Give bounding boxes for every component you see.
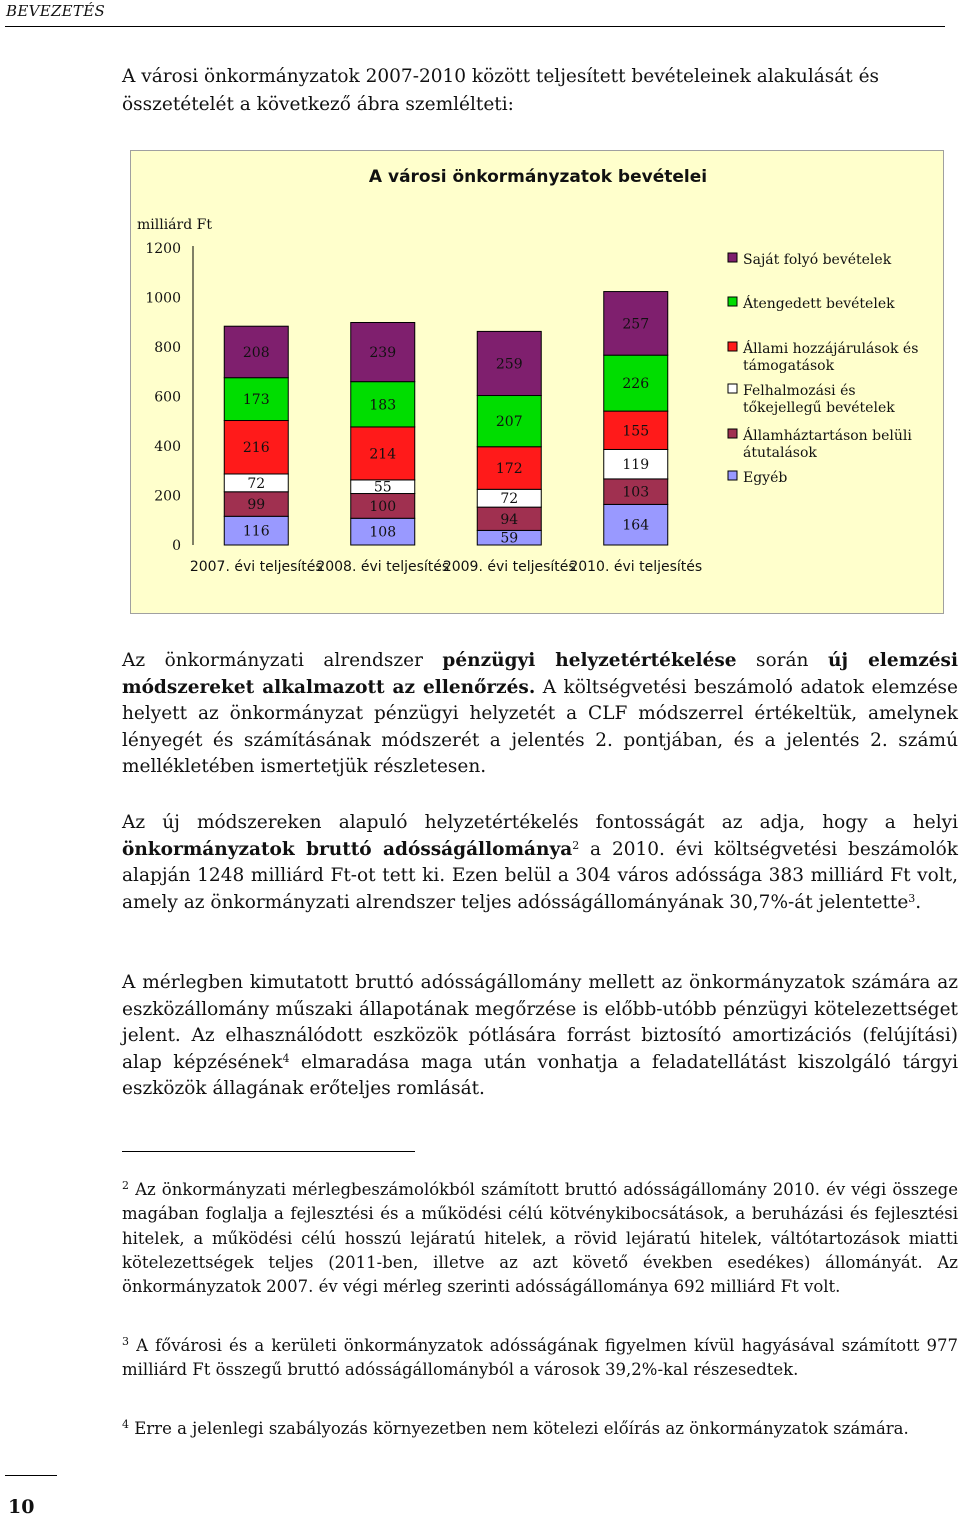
chart-canvas <box>131 151 945 615</box>
footnote-number: 2 <box>122 1179 129 1192</box>
legend-swatch <box>728 342 737 351</box>
legend-swatch <box>728 471 737 480</box>
y-tick-label: 400 <box>154 439 181 455</box>
y-tick-label: 800 <box>154 340 181 356</box>
p1-text-a: Az önkormányzati alrendszer <box>122 650 443 671</box>
legend-label <box>743 252 892 268</box>
legend-label <box>742 339 918 374</box>
footnote-4 <box>122 1417 958 1441</box>
p2-text-a: Az új módszereken alapuló helyzetértékelés fontosságát az adja, hogy a helyi <box>122 812 958 833</box>
data-label: 183 <box>369 397 397 414</box>
p3-text-a: A mérlegben kimutatott bruttó adósságállomány mellett az önkormányzatok számára az eszközállomány műszaki állapotának megőrzése is előbb-utóbb pénzügyi kötelezettséget jelent. Az elhasználódott eszközök pótlására forrást biztosító amortizációs (felújítási) alap képzésének <box>122 972 958 1073</box>
data-label: 99 <box>247 497 266 514</box>
data-label: 172 <box>495 461 523 478</box>
y-axis-label: milliárd Ft <box>137 217 212 233</box>
data-label: 116 <box>242 523 270 540</box>
legend-label-line: Egyéb <box>743 470 788 486</box>
footnote-number: 4 <box>122 1418 129 1431</box>
legend-label-line: Felhalmozási és <box>743 383 856 399</box>
data-label: 155 <box>622 423 650 440</box>
p1-bold-d: új elemzési módszereket alkalmazott az ellenőrzés. <box>122 650 958 698</box>
footnote-number: 3 <box>122 1335 129 1348</box>
data-label: 103 <box>622 484 650 501</box>
legend-swatch <box>728 297 737 306</box>
data-label: 239 <box>369 345 397 362</box>
header-divider <box>5 26 945 27</box>
footnote-2 <box>122 1178 958 1299</box>
footnote-ref-2[interactable]: 2 <box>572 838 580 852</box>
data-label: 72 <box>247 475 266 492</box>
data-label: 214 <box>369 446 397 463</box>
data-label: 55 <box>373 479 392 496</box>
y-tick-label: 1200 <box>145 241 181 257</box>
paragraph-3 <box>122 970 958 1103</box>
data-label: 59 <box>500 530 519 547</box>
legend-label <box>743 383 895 416</box>
footer-divider <box>5 1475 57 1476</box>
legend-swatch <box>728 429 737 438</box>
data-label: 257 <box>622 316 650 333</box>
data-label: 72 <box>500 491 519 508</box>
legend-swatch <box>728 384 737 393</box>
data-label: 207 <box>495 414 523 431</box>
p2-text-d: . <box>915 891 922 913</box>
running-header: BEVEZETÉS <box>6 2 106 20</box>
legend-label-line: átutalások <box>743 445 817 461</box>
legend-label <box>742 294 895 312</box>
y-tick-label: 1000 <box>145 290 181 307</box>
footnote-divider <box>122 1151 415 1152</box>
x-tick-label: 2009. évi teljesítés <box>442 559 576 575</box>
x-tick-label: 2007. évi teljesítés <box>189 559 323 575</box>
legend-label-line: Állami hozzájárulások és <box>743 341 919 357</box>
p1-bold-b: pénzügyi helyzetértékelése <box>442 650 737 671</box>
legend-swatch <box>728 253 737 262</box>
data-label: 226 <box>622 376 650 393</box>
chart-title: A városi önkormányzatok bevételei <box>368 167 708 187</box>
footnote-text: A fővárosi és a kerületi önkormányzatok adósságának figyelmen kívül hagyásával számított 977 milliárd Ft összegű bruttó adósságállományból a városok 39,2%-kal részesedtek. <box>122 1336 958 1380</box>
p2-bold-b: önkormányzatok bruttó adósságállománya <box>122 838 573 860</box>
p3-text-b: elmaradása maga után vonhatja a feladatellátást kiszolgáló tárgyi eszközök állagának erőteljes romlását. <box>122 1051 958 1100</box>
revenue-chart <box>130 150 944 614</box>
data-label: 119 <box>622 457 650 474</box>
data-label: 208 <box>242 344 270 361</box>
footnote-ref-3[interactable]: 3 <box>908 891 916 905</box>
intro-text: A városi önkormányzatok 2007-2010 között teljesített bevételeinek alakulását és összetételét a következő ábra szemlélteti: <box>122 66 880 115</box>
footnote-3 <box>122 1334 958 1383</box>
y-tick-label: 600 <box>154 389 181 406</box>
data-label: 108 <box>369 524 397 541</box>
legend-label-line: tőkejellegű bevételek <box>743 400 895 416</box>
legend-label <box>742 426 912 461</box>
p1-text-e: A költségvetési beszámoló adatok elemzése helyett az önkormányzat pénzügyi helyzetét a CLF módszerrel értékeltük, amelynek lényegét és számításának módszerét a jelentés 2. pontjában, és a jelentés 2. számú mellékletében ismertetjük részletesen. <box>122 676 958 778</box>
data-label: 216 <box>242 440 270 457</box>
paragraph-1 <box>122 648 958 781</box>
footnote-text: Az önkormányzati mérlegbeszámolókból számított bruttó adósságállomány 2010. év végi összege magában foglalja a fejlesztési és a működési célú kötvénykibocsátások, a beruházási és fejlesztési hitelek, a működési célú hosszú lejáratú hitelek, a rövid lejáratú hitelek, váltótartozások miatti kötelezettségek teljes (2011-ben, illetve az azt követő években esedékes) állományát. Az önkormányzatok 2007. év végi mérleg szerinti adósságállománya 692 milliárd Ft volt. <box>122 1180 958 1297</box>
legend-label-line: Átengedett bevételek <box>743 296 895 312</box>
p1-text-c: során <box>736 650 828 671</box>
data-label: 94 <box>500 511 519 528</box>
footnote-ref-4[interactable]: 4 <box>282 1051 290 1065</box>
legend-label <box>743 470 787 486</box>
legend-label-line: Saját folyó bevételek <box>743 252 892 268</box>
y-tick-label: 200 <box>154 488 181 505</box>
footnote-text: Erre a jelenlegi szabályozás környezetben nem kötelezi előírás az önkormányzatok számára. <box>129 1419 909 1438</box>
x-tick-label: 2008. évi teljesítés <box>316 559 450 575</box>
data-label: 100 <box>369 498 397 515</box>
data-label: 164 <box>622 517 650 534</box>
x-tick-label: 2010. évi teljesítés <box>569 559 703 575</box>
legend-label-line: Államháztartáson belüli <box>743 428 912 444</box>
page-number: 10 <box>8 1496 35 1518</box>
data-label: 173 <box>242 392 270 409</box>
paragraph-2 <box>122 810 958 916</box>
data-label: 259 <box>495 356 523 373</box>
p2-text-c: a 2010. évi költségvetési beszámolók alapján 1248 milliárd Ft-ot tett ki. Ezen belül a 304 város adóssága 383 milliárd Ft volt, amely az önkormányzati alrendszer teljes adósságállományának 30,7%-át jelentette <box>122 838 958 913</box>
y-tick-label: 0 <box>172 538 181 554</box>
legend-label-line: támogatások <box>743 358 835 374</box>
